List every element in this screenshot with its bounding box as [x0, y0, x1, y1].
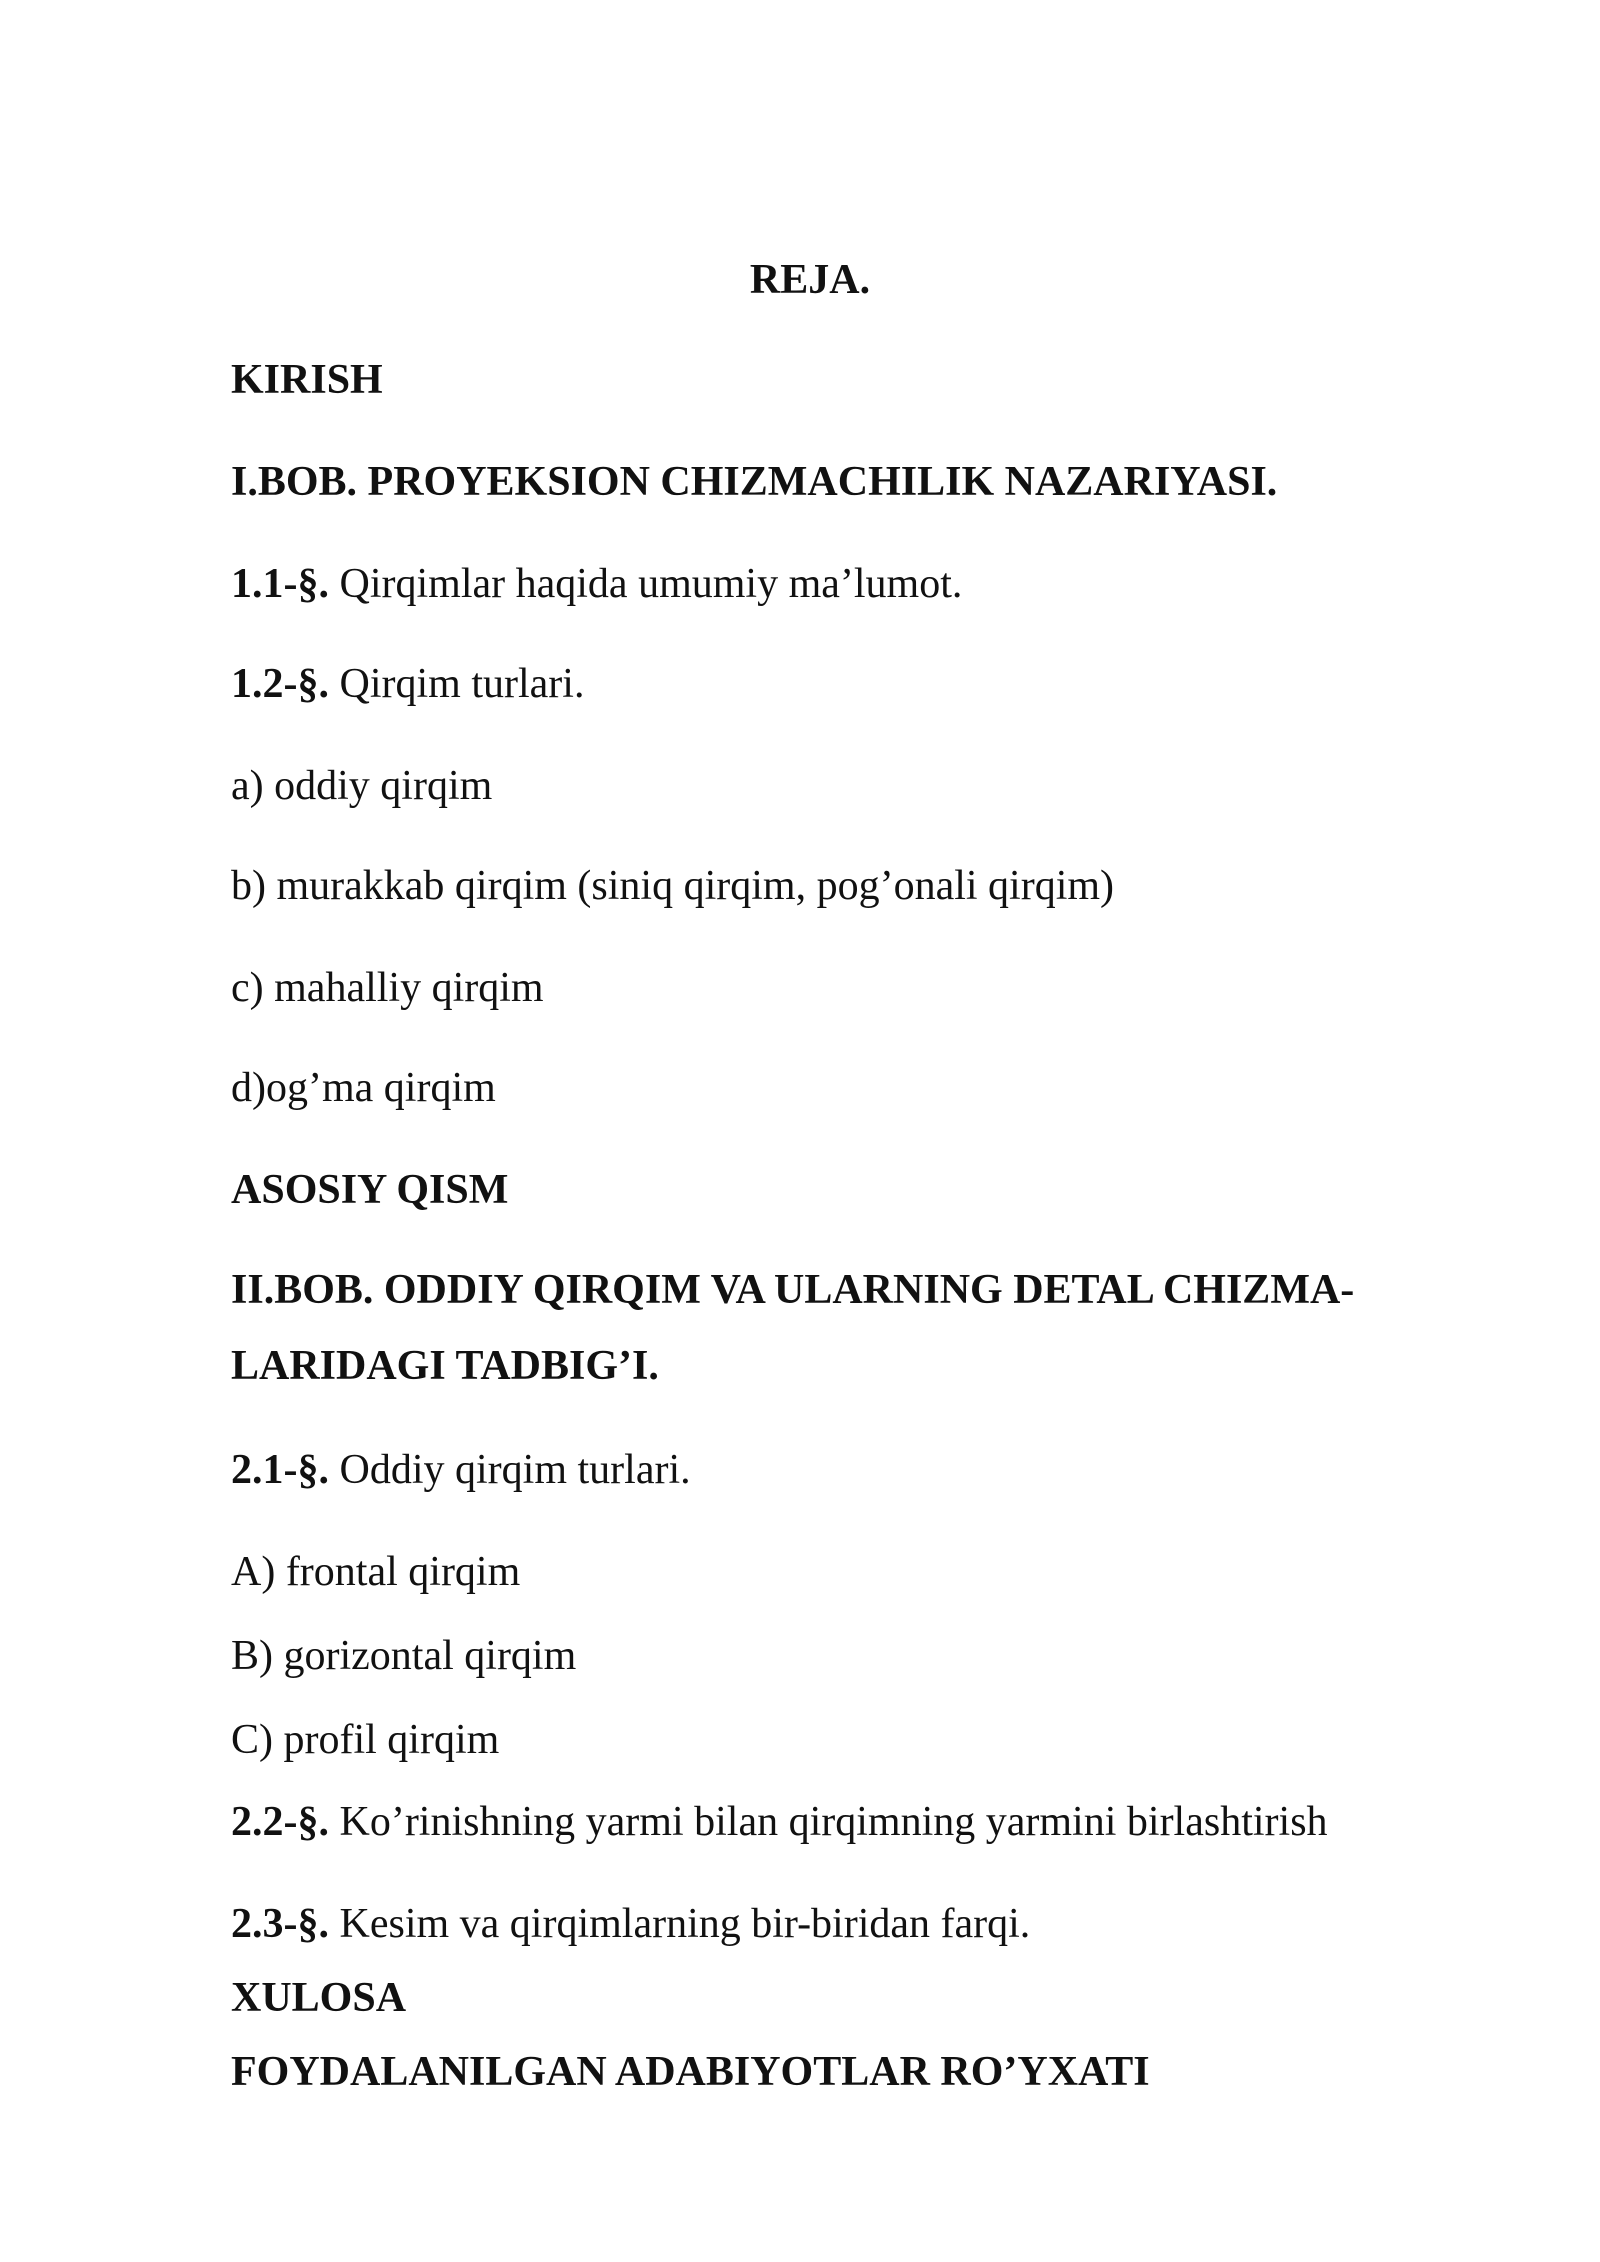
list-item-b: b) murakkab qirqim (siniq qirqim, pog’onali qirqim) — [231, 863, 1115, 909]
section-1-1 — [231, 556, 962, 612]
main-part-heading: ASOSIY QISM — [231, 1167, 509, 1213]
section-2-1 — [231, 1442, 691, 1498]
list-item-profil: C) profil qirqim — [231, 1717, 500, 1763]
list-item-c: c) mahalliy qirqim — [231, 965, 544, 1011]
chapter1-heading: I.BOB. PROYEKSION CHIZMACHILIK NAZARIYASI. — [231, 459, 1278, 505]
document-title: REJA. — [749, 257, 871, 303]
list-item-frontal: A) frontal qirqim — [231, 1549, 521, 1595]
list-item-d: d)og’ma qirqim — [231, 1065, 496, 1111]
chapter2-heading-line1: II.BOB. ODDIY QIRQIM VA ULARNING DETAL CHIZMA- — [231, 1267, 1355, 1313]
section-1-2 — [231, 656, 584, 712]
section-number: 1.1-§. — [231, 561, 329, 607]
references-heading: FOYDALANILGAN ADABIYOTLAR RO’YXATI — [231, 2049, 1150, 2095]
section-number: 2.3-§. — [231, 1901, 329, 1947]
section-text: Qirqimlar haqida umumiy ma’lumot. — [329, 561, 963, 607]
section-text: Oddiy qirqim turlari. — [329, 1447, 691, 1493]
section-text: Kesim va qirqimlarning bir-biridan farqi. — [329, 1901, 1031, 1947]
conclusion-heading: XULOSA — [231, 1975, 407, 2021]
intro-heading: KIRISH — [231, 357, 383, 403]
section-number: 2.2-§. — [231, 1799, 329, 1845]
list-item-gorizontal: B) gorizontal qirqim — [231, 1633, 577, 1679]
section-number: 2.1-§. — [231, 1447, 329, 1493]
section-number: 1.2-§. — [231, 661, 329, 707]
chapter2-heading-line2: LARIDAGI TADBIG’I. — [231, 1343, 659, 1389]
section-2-2 — [231, 1794, 1328, 1850]
list-item-a: a) oddiy qirqim — [231, 763, 493, 809]
section-2-3 — [231, 1896, 1030, 1952]
section-text: Ko’rinishning yarmi bilan qirqimning yarmini birlashtirish — [329, 1799, 1328, 1845]
section-text: Qirqim turlari. — [329, 661, 585, 707]
